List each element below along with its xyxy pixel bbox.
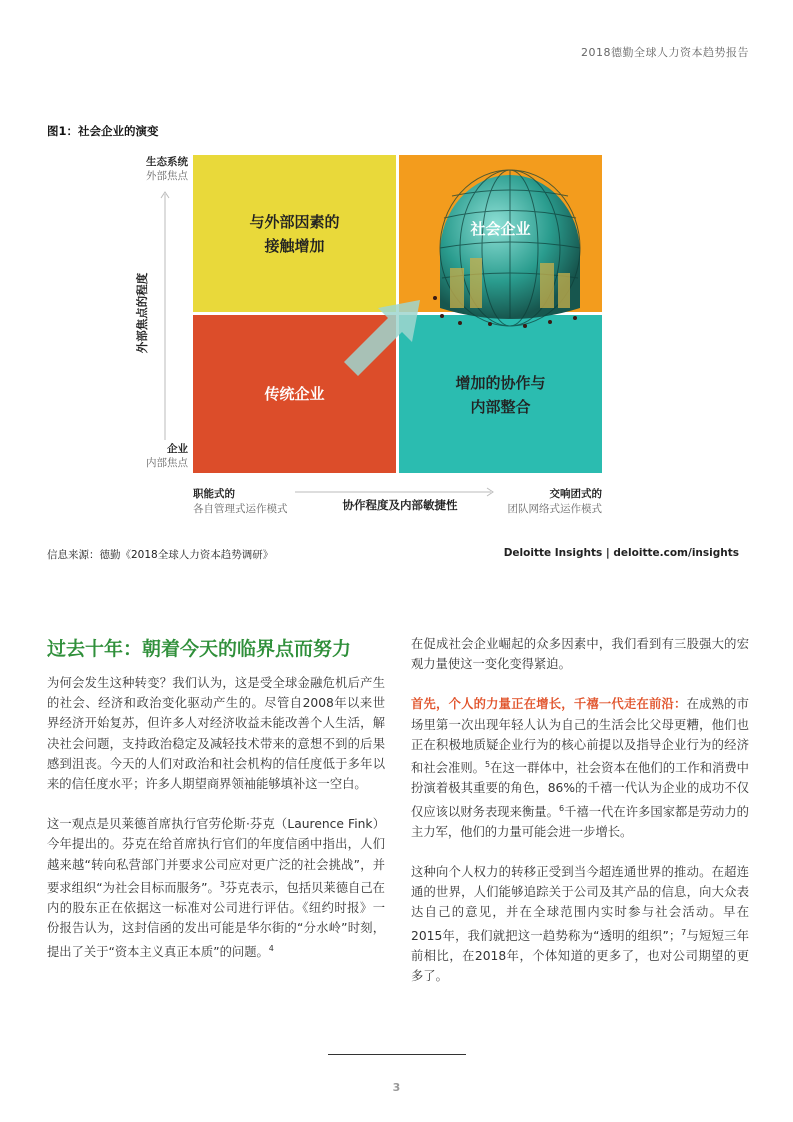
- figure-credit: Deloitte Insights | deloitte.com/insights: [503, 547, 739, 559]
- left-paragraph-2: [47, 814, 385, 962]
- y-axis-top-caption: [128, 156, 188, 183]
- x-axis-arrow-icon: [295, 487, 495, 497]
- left-paragraph-2-a: 这一观点是贝莱德首席执行官劳伦斯·芬克（Laurence Fink）今年提出的。芬克在给首席执行官们的年度信函中指出，人们越来越“转向私营部门并要求公司应对更广泛的社会挑战”，并要求组织“为社会目标而服务”。: [47, 817, 385, 895]
- x-axis-right-light: 团队网络式运作模式: [507, 502, 602, 515]
- right-paragraph-2: [411, 694, 749, 842]
- right-paragraph-2-a: 在成熟的市场里第一次出现年轻人认为自己的生活会比父母更糟，他们也正在积极地质疑企业行为的核心前提以及指导企业行为的经济和社会准则。: [411, 697, 749, 776]
- x-axis-left-strong: 职能式的: [193, 488, 235, 500]
- quadrant-top-left: [193, 155, 396, 312]
- footnote-3: 3: [219, 879, 225, 889]
- y-axis-arrow-icon: [160, 190, 170, 440]
- right-column: [411, 634, 749, 1006]
- left-paragraph-1: 为何会发生这种转变？我们认为，这是受全球金融危机后产生的社会、经济和政治变化驱动产生的。尽管自2008年以来世界经济开始复苏，但许多人对经济收益未能改善个人生活，解决社会问题，支持政治稳定及减轻技术带来的意想不到的后果感到沮丧。今天的人们对政治和社会机构的信任度低于多年以来的信任度水平；许多人期望商界领袖能够填补这一空白。: [47, 676, 385, 792]
- footnote-7: 7: [681, 927, 687, 937]
- page-number: 3: [392, 1081, 401, 1094]
- quadrant-bottom-right-line1: 增加的协作与: [455, 374, 546, 392]
- quadrant-top-left-line2: 接触增加: [264, 236, 325, 255]
- y-axis-bottom-caption: [128, 443, 188, 470]
- right-paragraph-3-b: 与短短三年前相比，在2018年，个体知道的更多了，也对公司期望的更多了。: [411, 928, 749, 984]
- globe-building-icon: [430, 158, 590, 330]
- right-paragraph-3: [411, 862, 749, 986]
- section-title: 过去十年：朝着今天的临界点而努力: [47, 638, 352, 660]
- y-axis-top-light: 外部焦点: [146, 169, 188, 182]
- x-axis-left-caption: [193, 487, 288, 516]
- x-axis-right-strong: 交响团式的: [549, 488, 602, 500]
- quadrant-bottom-left-label: 传统企业: [264, 385, 325, 403]
- y-axis-top-strong: 生态系统: [146, 156, 188, 168]
- x-axis-left-light: 各自管理式运作模式: [193, 502, 288, 515]
- figure-source: 信息来源：德勤《2018全球人力资本趋势调研》: [47, 549, 274, 561]
- right-paragraph-1: 在促成社会企业崛起的众多因素中，我们看到有三股强大的宏观力量使这一变化变得紧迫。: [411, 637, 749, 672]
- quadrant-top-left-line1: 与外部因素的: [249, 212, 340, 231]
- right-paragraph-2-c: 千禧一代在许多国家都是劳动力的主力军，他们的力量可能会进一步增长。: [411, 804, 749, 839]
- figure-title: 图1：社会企业的演变: [47, 124, 159, 138]
- quadrant-top-right-label: 社会企业: [470, 220, 531, 238]
- x-axis-right-caption: [480, 487, 602, 516]
- left-column: [47, 673, 385, 982]
- transition-arrow-icon: [330, 290, 440, 380]
- quadrant-bottom-right-line2: 内部整合: [470, 398, 531, 416]
- y-axis-bottom-strong: 企业: [167, 443, 188, 455]
- right-paragraph-2-b: 在这一群体中，社会资本在他们的工作和消费中扮演着极其重要的角色，86%的千禧一代认为企业的成功不仅仅应该以财务表现来衡量。: [411, 761, 749, 819]
- footnote-6: 6: [558, 803, 565, 813]
- highlight-millennials: 首先，个人的力量正在增长，千禧一代走在前沿：: [411, 697, 687, 712]
- footer-divider: [328, 1054, 466, 1055]
- left-paragraph-2-b: 芬克表示，包括贝莱德自己在内的股东正在依据这一标准对公司进行评估。《纽约时报》一份报告认为，这封信函的发出可能是华尔街的“分水岭”时刻，提出了关于“资本主义真正本质”的问题。: [47, 880, 385, 959]
- x-axis-label: 协作程度及内部敏捷性: [342, 498, 458, 512]
- y-axis-bottom-light: 内部焦点: [146, 456, 188, 469]
- footnote-4: 4: [268, 943, 274, 953]
- footnote-5: 5: [484, 760, 491, 770]
- header-title: 2018德勤全球人力资本趋势报告: [581, 46, 749, 59]
- y-axis-label: 外部焦点的程度: [135, 272, 149, 354]
- right-paragraph-3-a: 这种向个人权力的转移正受到当今超连通世界的推动。在超连通的世界，人们能够追踪关于公司及其产品的信息，向大众表达自己的意见，并在全球范围内实时参与社会活动。早在2015年，我们就把这一趋势称为“透明的组织”；: [411, 865, 749, 943]
